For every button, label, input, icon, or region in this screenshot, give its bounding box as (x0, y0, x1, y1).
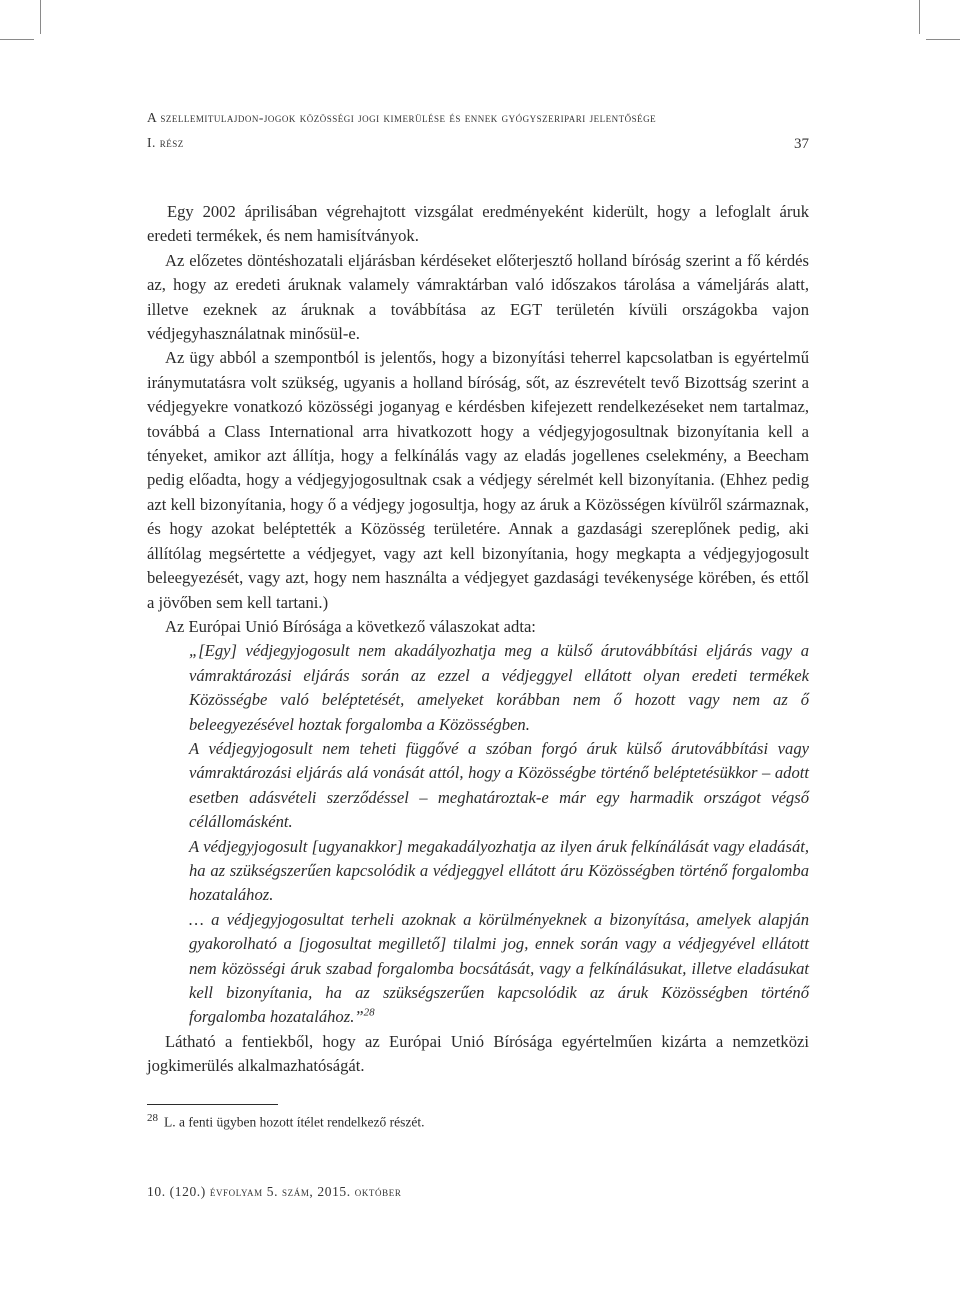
quote-paragraph: A védjegyjogosult nem teheti függővé a szóban forgó áruk külső árutovábbítási vagy vámraktározási eljárás alá vonását attól, hogy a Közösségbe történő beléptetésükkor – adott esetben adásvételi szerződéssel – meghatároztak-e már egy harmadik országot végső célállomásként. (189, 738, 809, 832)
quote-paragraph: „[Egy] védjegyjogosult nem akadályozhatja meg a külső árutovábbítási eljárás vagy a vámraktározási eljárás során az ezzel a védjeggyel ellátott olyan eredeti termékek Közösségbe való beléptetését, amelyeket korábban nem ő hozott vagy nem az ő beleegyezésével hoztak forgalomba a Közösségben. (189, 641, 809, 734)
footnote (147, 1108, 425, 1133)
quote-paragraph (189, 908, 809, 1030)
footnote-reference[interactable]: 28 (363, 1006, 375, 1019)
running-header-title: A szellemitulajdon-jogok közösségi jogi kimerülése és ennek gyógyszeripari jelentősége (147, 110, 657, 125)
quote-paragraph: A védjegyjogosult [ugyanakkor] megakadályozhatja az ilyen áruk felkínálását vagy eladását, ha az szükségszerűen kapcsolódik a védjeggyel ellátott áru Közösségben történő forgalomba hozatalához. (189, 836, 809, 905)
paragraph: Az Európai Unió Bírósága a következő válaszokat adta: (165, 616, 536, 636)
crop-mark-left-top (0, 39, 34, 40)
footnote-text: L. a fenti ügyben hozott ítélet rendelkező részét. (164, 1114, 425, 1130)
article-body (147, 200, 809, 1079)
quote-text: … a védjegyjogosultat terheli azoknak a körülményeknek a bizonyítása, amelyek alapján gyakorolható a [jogosultat megillető] tilalmi jog, ennek során vagy a védjegyével ellátott nem közösségi áruk szabad forgalomba bocsátását, vagy a felkínálásukat, illetve eladásukat kell bizonyítania, ha az szükségszerűen kapcsolódik az áruk Közösségben történő forgalomba hozatalához.” (189, 909, 809, 1027)
paragraph: Az ügy abból a szempontból is jelentős, hogy a bizonyítási teherrel kapcsolatban is egyértelmű iránymutatásra volt szükség, ugyanis a holland bíróság, sőt, az észrevételt tevő Bizottság szerint a védjegyekre vonatkozó közösségi joganyag e kérdésben kifejezett rendelkezéseket nem tartalmaz, továbbá a Class International arra hivatkozott hogy a védjegyjogosultnak bizonyítania kell a tényeket, amikor azt állítja, hogy a felkínálás vagy az eladás jogellenes cselekmény, a Beecham pedig előadta, hogy a védjegyjogosultnak csak a védjegy sérelmét kell bizonyítania. (Ehhez pedig azt kell bizonyítania, hogy ő a védjegy jogosultja, hogy az áruk a Közösségen kívülről származnak, és hogy azokat beléptették a Közösség területére. Annak a gazdasági szereplőnek pedig, aki állítólag megsértette a védjegyet, vagy azt kell bizonyítania, hogy megkapta a védjegyjogosult beleegyezését, vagy azt, hogy nem használta a védjegyet gazdasági tevékenysége körében, és ettől a jövőben sem kell tartani.) (147, 348, 809, 612)
crop-mark-top-left (40, 0, 41, 34)
running-header-part: I. rész (147, 135, 184, 150)
paragraph: Látható a fentiekből, hogy az Európai Unió Bírósága egyértelműen kizárta a nemzetközi jogkimerülés alkalmazhatóságát. (147, 1031, 809, 1076)
crop-mark-top-right (919, 0, 920, 34)
footnote-divider (147, 1104, 278, 1105)
paragraph: Egy 2002 áprilisában végrehajtott vizsgálat eredményeként kiderült, hogy a lefoglalt áruk eredeti termékek, és nem hamisítványok. (147, 202, 809, 246)
court-ruling-quote (189, 639, 809, 1030)
paragraph: Az előzetes döntéshozatali eljárásban kérdéseket előterjesztő holland bíróság szerint a fő kérdés az, hogy az eredeti áruknak valamely vámraktárban való időszakos tárolása a vámeljárás alatt, illetve ezeknek az áruknak a továbbítása az EGT területén kívüli országokba vajon védjegyhasználatnak minősül-e. (147, 250, 809, 344)
running-footer: 10. (120.) évfolyam 5. szám, 2015. október (147, 1184, 402, 1199)
footnote-number: 28 (147, 1112, 158, 1124)
page-number: 37 (794, 136, 809, 152)
crop-mark-right-top (926, 39, 960, 40)
